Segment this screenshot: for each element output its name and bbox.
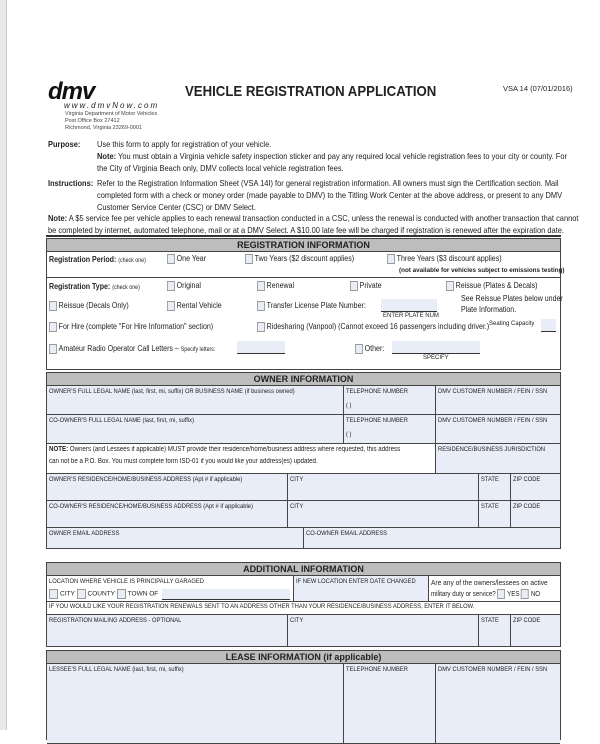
coowner-email-field[interactable]	[304, 528, 560, 548]
note-text: IF YOU WOULD LIKE YOUR REGISTRATION RENEWALS SENT TO AN ADDRESS OTHER THAN YOUR RESIDENCE/BUSINESS ADDRESS, ENTER IT BELOW.	[49, 603, 475, 610]
date-changed-field[interactable]	[294, 576, 429, 602]
field-label: REGISTRATION MAILING ADDRESS - OPTIONAL	[49, 617, 182, 624]
period-label: Registration Period:	[49, 255, 117, 264]
lessee-customer-number-field[interactable]	[436, 664, 560, 744]
rental-option[interactable]	[167, 301, 222, 311]
mailing-address-field[interactable]	[47, 615, 288, 646]
field-label: OWNER'S RESIDENCE/HOME/BUSINESS ADDRESS (Apt # if applicable)	[49, 476, 243, 483]
option-label: NO	[530, 590, 541, 598]
field-label: CITY	[290, 476, 304, 483]
address-line: Post Office Box 27412	[65, 118, 120, 124]
town-checkbox[interactable]	[117, 589, 126, 599]
checkbox[interactable]	[387, 254, 395, 264]
section-header: OWNER INFORMATION	[47, 373, 560, 386]
fee-note-text: A $5 service fee per vehicle applies to each renewal transaction conducted in a CSC, unless the renewal is conducted with another transaction that cannot	[68, 213, 579, 223]
section-header: LEASE INFORMATION (if applicable)	[47, 651, 560, 664]
military-question	[429, 576, 560, 602]
checkbox[interactable]	[257, 281, 265, 291]
checkbox[interactable]	[167, 254, 175, 264]
check-one-hint: (check one)	[112, 285, 140, 291]
option-label: YES	[507, 590, 520, 598]
checkbox[interactable]	[167, 281, 175, 291]
option-label: Two Years ($2 discount applies)	[254, 254, 355, 264]
seating-input[interactable]	[541, 319, 556, 332]
option-label: Ridesharing (Vanpool) (Cannot exceed 16 passengers including driver.)	[266, 322, 490, 332]
phone-parens: ( )	[346, 431, 352, 438]
owner-name-field[interactable]	[47, 386, 344, 415]
lessee-name-field[interactable]	[47, 664, 344, 744]
note-text: You must obtain a Virginia vehicle safety inspection sticker and pay any required local vehicle registration fees to your city or county. For	[118, 151, 567, 161]
checkbox[interactable]	[350, 281, 358, 291]
field-label: CITY	[290, 617, 304, 624]
three-years-note: (not available for vehicles subject to emissions testing)	[399, 267, 565, 274]
coowner-customer-number-field[interactable]	[436, 415, 560, 444]
owner-city-field[interactable]	[288, 474, 479, 501]
registration-section	[46, 238, 565, 370]
checkbox[interactable]	[355, 344, 363, 354]
field-label: ZIP CODE	[513, 617, 541, 624]
city-checkbox[interactable]	[49, 589, 58, 599]
option-label: Amateur Radio Operator Call Letters –	[58, 344, 179, 354]
seating-label: Seating Capacity	[489, 321, 535, 327]
ridesharing-option[interactable]	[257, 322, 489, 332]
address-note	[47, 444, 436, 474]
question-text: military duty or service?	[431, 590, 496, 598]
dmv-url: www.dmvNow.com	[64, 101, 160, 110]
form-title: VEHICLE REGISTRATION APPLICATION	[185, 83, 437, 100]
mailing-city-field[interactable]	[288, 615, 479, 646]
owner-customer-number-field[interactable]	[436, 386, 560, 415]
field-label: LOCATION WHERE VEHICLE IS PRINCIPALLY GARAGED	[49, 578, 204, 585]
address-line: Richmond, Virginia 23269-0001	[65, 125, 142, 131]
option-label: Three Years ($3 discount applies)	[396, 254, 502, 264]
checkbox[interactable]	[167, 301, 175, 311]
coowner-address-field[interactable]	[47, 501, 288, 528]
other-option[interactable]	[355, 344, 384, 354]
coowner-phone-field[interactable]	[344, 415, 436, 444]
instructions-label: Instructions:	[48, 178, 94, 188]
mailing-state-field[interactable]	[479, 615, 511, 646]
fee-note-text: be completed by internet, automated telephone, mail or at a DMV Select. A $10.00 late fee will be charged if registration is renewed after the expiration date.	[48, 225, 564, 235]
plate-number-input[interactable]	[381, 299, 437, 312]
town-input[interactable]	[162, 589, 290, 600]
divider	[47, 277, 560, 278]
instructions-text: Customer Service Center (CSC) or DMV Select.	[97, 202, 256, 212]
option-label: For Hire (complete "For Hire Information" section)	[58, 322, 214, 332]
mailing-zip-field[interactable]	[511, 615, 560, 646]
checkbox[interactable]	[245, 254, 253, 264]
type-label: Registration Type:	[49, 282, 111, 291]
field-label: ZIP CODE	[513, 476, 541, 483]
no-checkbox[interactable]	[521, 589, 529, 599]
option-label: Reissue (Plates & Decals)	[455, 281, 538, 291]
instructions-text: Refer to the Registration Information Sheet (VSA 14I) for general registration information. All owners must sign the Certification section. Mail	[97, 178, 559, 188]
note-text: the City of Virginia Beach only, DMV collects local vehicle registration fees.	[97, 163, 344, 173]
field-label: OWNER EMAIL ADDRESS	[49, 530, 120, 537]
purpose-text: Use this form to apply for registration of your vehicle.	[97, 139, 272, 149]
two-years-option[interactable]	[245, 254, 354, 264]
field-label: CITY	[290, 503, 304, 510]
field-label: TELEPHONE NUMBER	[346, 666, 408, 673]
note-text: can not be a P.O. Box. You must complete form ISD-01 if you would like your address(es) updated.	[49, 458, 318, 465]
field-label: DMV CUSTOMER NUMBER / FEIN / SSN	[438, 666, 548, 673]
form-id: VSA 14 (07/01/2016)	[503, 84, 573, 93]
field-label: TELEPHONE NUMBER	[346, 417, 408, 424]
field-label: ZIP CODE	[513, 503, 541, 510]
note-text: Owners (and Lessees if applicable) MUST provide their residence/home/business address where requested, this address	[69, 446, 401, 453]
purpose-label: Purpose:	[48, 139, 81, 149]
option-label: Reissue (Decals Only)	[58, 301, 129, 311]
reissue-note: Plate Information.	[461, 305, 517, 314]
note-label: Note:	[97, 151, 117, 161]
field-label: RESIDENCE/BUSINESS JURISDICTION	[438, 446, 546, 453]
dmv-logo: dmv	[48, 78, 95, 105]
owner-address-field[interactable]	[47, 474, 288, 501]
coowner-name-field[interactable]	[47, 415, 344, 444]
renewal-address-note	[47, 602, 560, 615]
page-edge	[0, 0, 7, 730]
option-label: Rental Vehicle	[176, 301, 222, 311]
field-label: CO-OWNER'S RESIDENCE/HOME/BUSINESS ADDRESS (Apt # if applicable)	[49, 503, 253, 510]
for-hire-option[interactable]	[49, 322, 213, 332]
phone-parens: ( )	[346, 402, 352, 409]
checkbox[interactable]	[49, 322, 57, 332]
divider	[46, 235, 561, 237]
original-option[interactable]	[167, 281, 201, 291]
garaged-field	[47, 576, 294, 602]
plate-hint: ENTER PLATE NUM	[383, 313, 439, 319]
coowner-city-field[interactable]	[288, 501, 479, 528]
transfer-option[interactable]	[257, 301, 366, 311]
renewal-option[interactable]	[257, 281, 294, 291]
question-text: Are any of the owners/lessees on active	[431, 578, 548, 587]
option-label: COUNTY	[87, 590, 115, 598]
field-label: CO-OWNER EMAIL ADDRESS	[306, 530, 388, 537]
checkbox[interactable]	[446, 281, 454, 291]
checkbox[interactable]	[257, 301, 265, 311]
field-label: LESSEE'S FULL LEGAL NAME (last, first, mi, suffix)	[49, 666, 184, 673]
lessee-phone-field[interactable]	[344, 664, 436, 744]
option-label: TOWN OF	[127, 590, 159, 598]
field-label: IF NEW LOCATION ENTER DATE CHANGED	[296, 578, 416, 585]
note-label: NOTE:	[49, 446, 69, 453]
option-label: Original	[176, 281, 201, 291]
amateur-radio-option[interactable]	[49, 344, 215, 354]
option-label: CITY	[60, 590, 75, 598]
yes-checkbox[interactable]	[497, 589, 505, 599]
private-option[interactable]	[350, 281, 382, 291]
field-label: STATE	[481, 503, 499, 510]
option-label: Other:	[364, 344, 385, 354]
field-label: DMV CUSTOMER NUMBER / FEIN / SSN	[438, 388, 548, 395]
other-input[interactable]	[392, 341, 480, 354]
call-letters-input[interactable]	[237, 341, 285, 354]
checkbox[interactable]	[49, 301, 57, 311]
owner-phone-field[interactable]	[344, 386, 436, 415]
field-label: TELEPHONE NUMBER	[346, 388, 408, 395]
checkbox[interactable]	[49, 344, 57, 354]
checkbox[interactable]	[257, 322, 265, 332]
specify-letters-label: Specify letters:	[180, 347, 216, 354]
owner-zip-field[interactable]	[511, 474, 560, 501]
reissue-decals-option[interactable]	[49, 301, 129, 311]
reissue-note: See Reissue Plates below under	[461, 294, 563, 303]
county-checkbox[interactable]	[77, 589, 86, 599]
owner-section	[46, 372, 561, 549]
option-label: One Year	[176, 254, 207, 264]
field-label: DMV CUSTOMER NUMBER / FEIN / SSN	[438, 417, 548, 424]
instructions-text: completed form with a check or money order (made payable to DMV) to the Titling Work Center at the above address, or present to any DMV	[97, 190, 563, 200]
additional-section	[46, 562, 561, 647]
owner-email-field[interactable]	[47, 528, 304, 548]
reissue-plates-option[interactable]	[446, 281, 537, 291]
fee-note-label: Note:	[48, 213, 68, 223]
coowner-zip-field[interactable]	[511, 501, 560, 528]
specify-hint: SPECIFY	[423, 355, 449, 361]
coowner-state-field[interactable]	[479, 501, 511, 528]
check-one-hint: (check one)	[118, 258, 146, 264]
field-label: OWNER'S FULL LEGAL NAME (last, first, mi, suffix) OR BUSINESS NAME (if business owned)	[49, 388, 295, 395]
one-year-option[interactable]	[167, 254, 206, 264]
address-line: Virginia Department of Motor Vehicles	[65, 111, 158, 117]
field-label: STATE	[481, 476, 499, 483]
section-header: REGISTRATION INFORMATION	[47, 239, 560, 252]
three-years-option[interactable]	[387, 254, 502, 264]
lease-section	[46, 650, 561, 740]
section-header: ADDITIONAL INFORMATION	[47, 563, 560, 576]
option-label: Renewal	[266, 281, 295, 291]
owner-state-field[interactable]	[479, 474, 511, 501]
field-label: STATE	[481, 617, 499, 624]
field-label: CO-OWNER'S FULL LEGAL NAME (last, first, mi, suffix)	[49, 417, 195, 424]
option-label: Private	[359, 281, 382, 291]
jurisdiction-field[interactable]	[436, 444, 560, 474]
option-label: Transfer License Plate Number:	[266, 301, 366, 311]
